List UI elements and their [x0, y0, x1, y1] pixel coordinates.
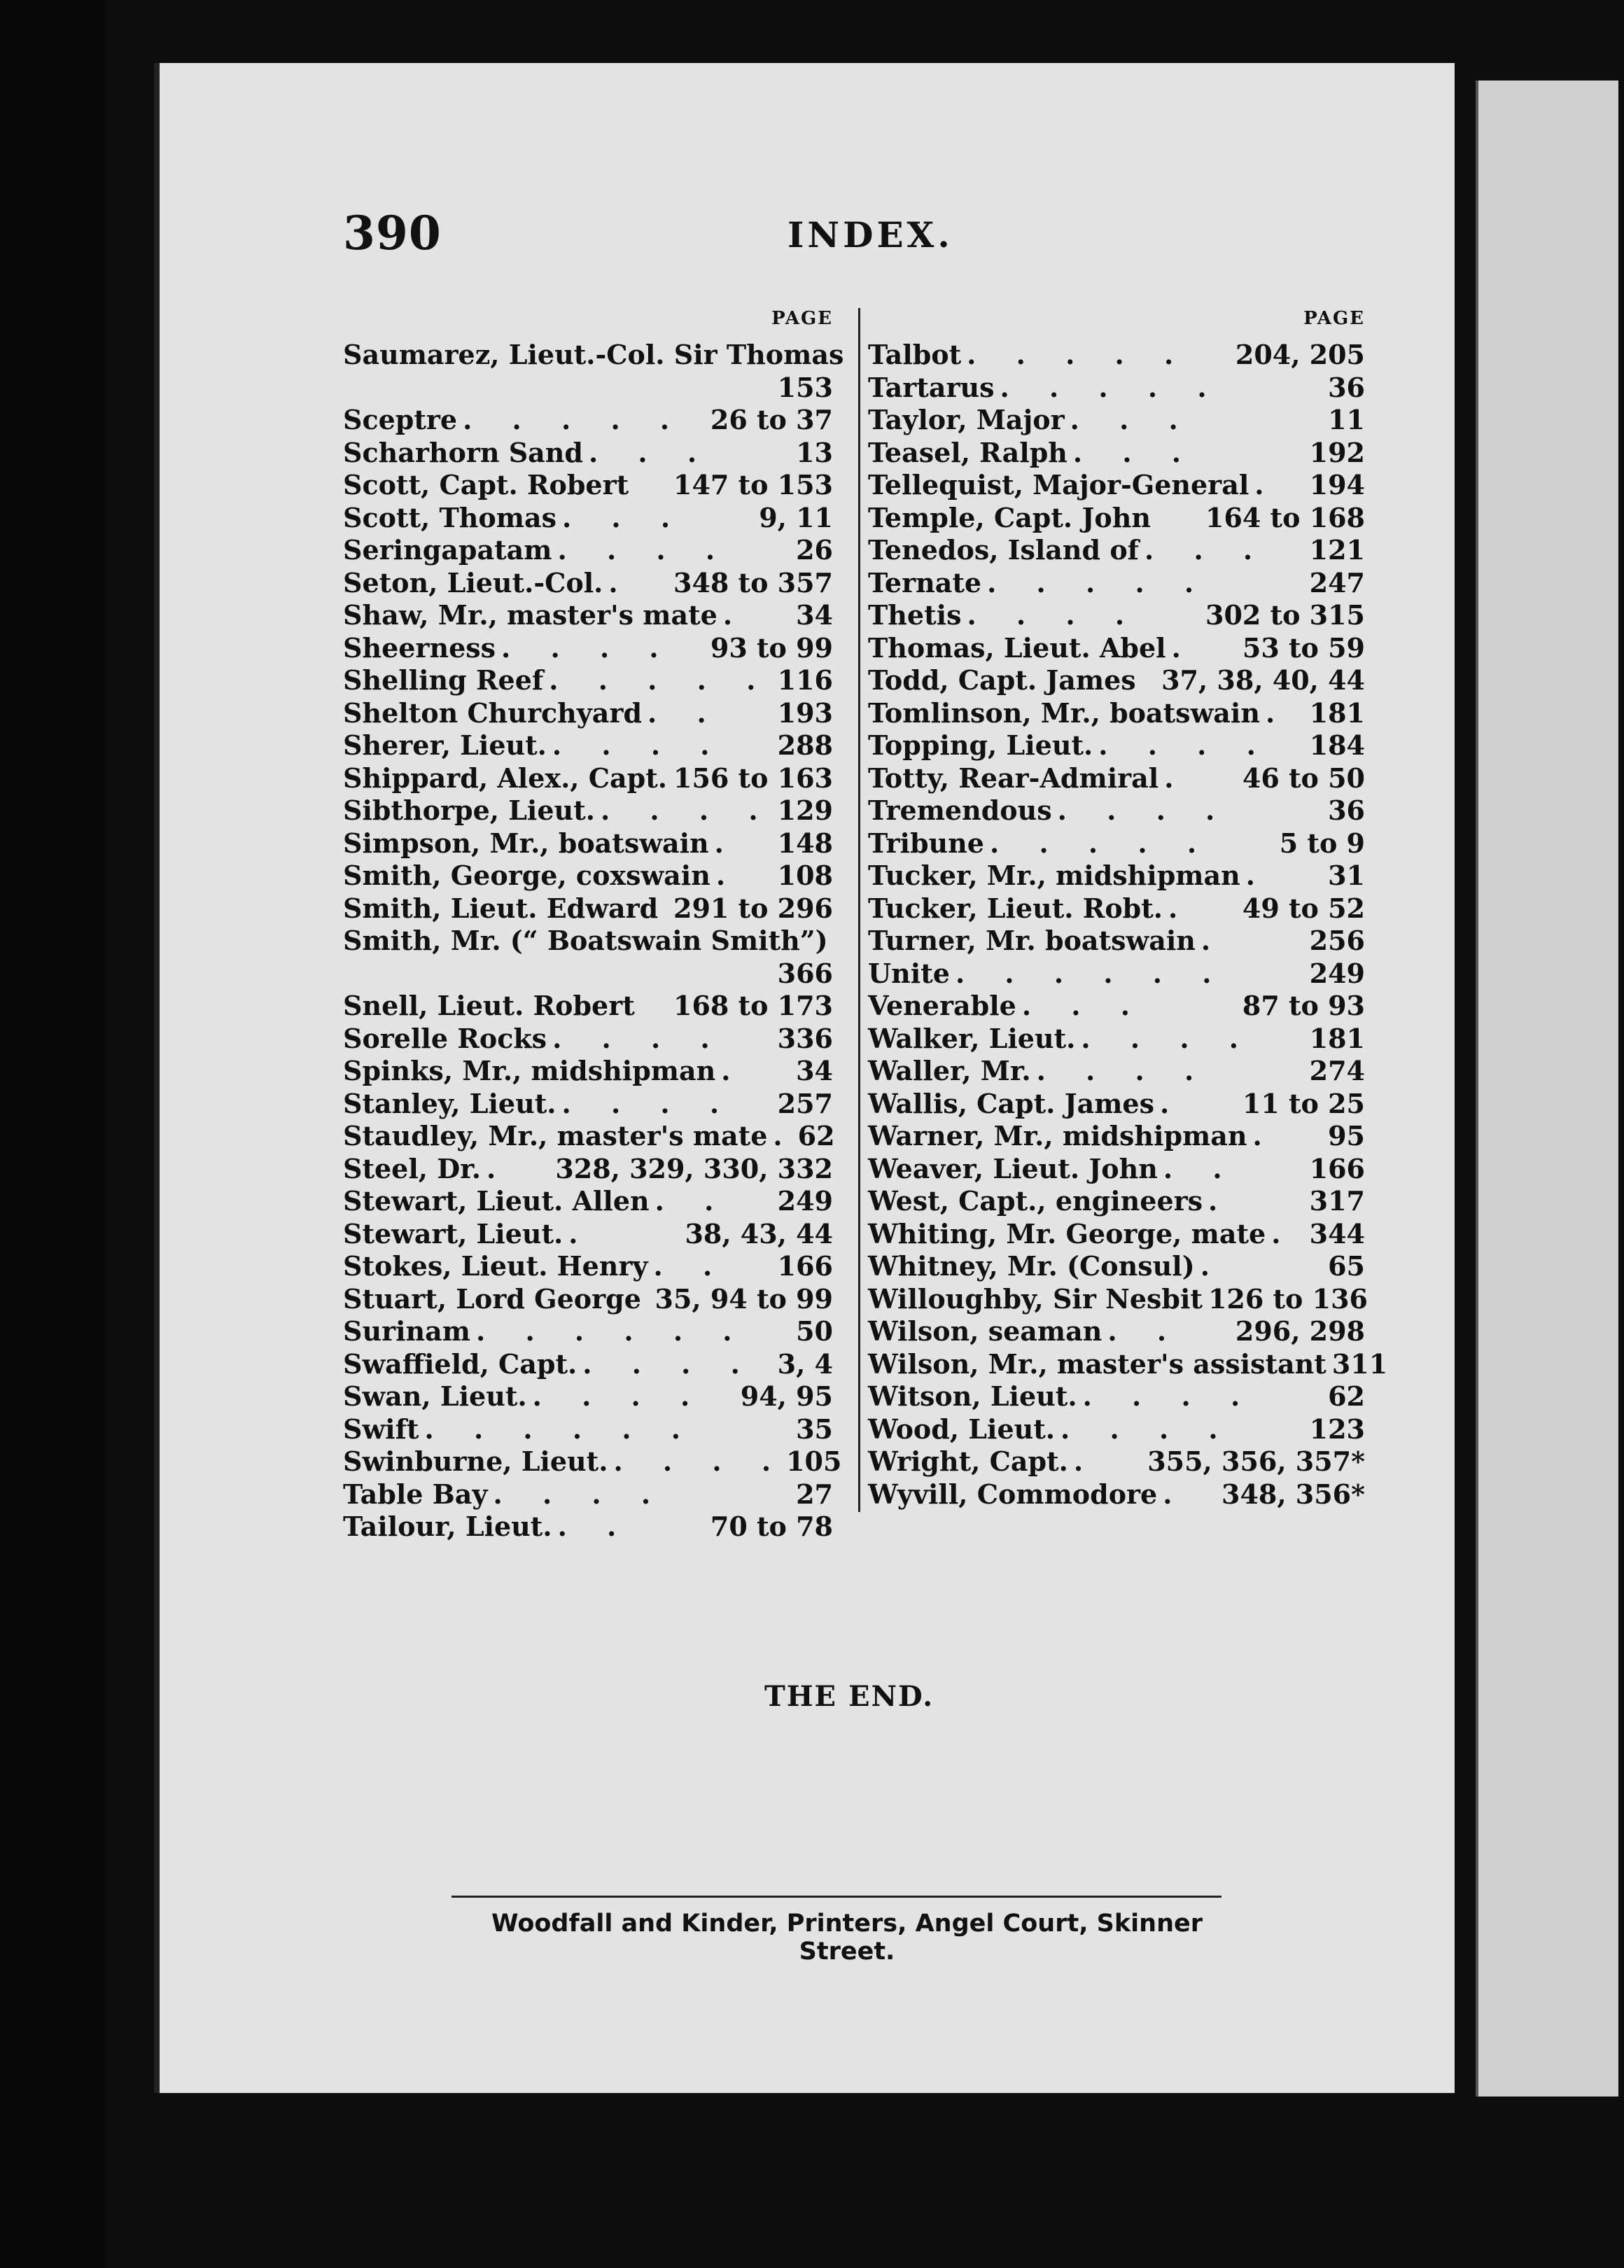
- entry-leader-dots: .: [1163, 1478, 1188, 1510]
- index-entry: [868, 1250, 1365, 1283]
- index-list-left: [343, 339, 844, 1544]
- index-entry: [868, 502, 1365, 535]
- entry-name: Table Bay: [343, 1478, 488, 1510]
- entry-page-ref: 46 to 50: [1242, 762, 1365, 794]
- entry-page-ref: 38, 43, 44: [685, 1217, 833, 1250]
- entry-name: Swinburne, Lieut.: [343, 1446, 608, 1477]
- index-entry: [343, 958, 833, 990]
- index-entry: [868, 892, 1365, 925]
- entry-name: Stokes, Lieut. Henry: [343, 1250, 648, 1282]
- footer-rule: [451, 1896, 1222, 1898]
- entry-page-ref: 50: [796, 1315, 833, 1347]
- index-entry: [868, 339, 1365, 372]
- index-entry: [343, 632, 833, 665]
- index-entry: [343, 1348, 833, 1381]
- entry-leader-dots: . . . .: [1036, 1055, 1210, 1086]
- entry-leader-dots: . . . .: [1082, 1380, 1256, 1412]
- index-entry: [868, 632, 1365, 665]
- entry-name: Venerable: [868, 990, 1016, 1021]
- entry-page-ref: 5 to 9: [1279, 827, 1365, 859]
- index-entry: [343, 534, 833, 567]
- entry-page-ref: 27: [796, 1478, 833, 1510]
- index-entry: [868, 827, 1365, 860]
- entry-leader-dots: .: [1265, 696, 1291, 729]
- entry-page-ref: 147 to 153: [673, 469, 833, 500]
- scan-border: [0, 0, 105, 2268]
- entry-leader-dots: . . .: [1144, 534, 1268, 566]
- entry-leader-dots: . . . .: [1057, 794, 1231, 826]
- entry-name: Swan, Lieut.: [343, 1380, 527, 1412]
- entry-name: Swaffield, Capt.: [343, 1348, 578, 1380]
- index-entry: [868, 697, 1365, 730]
- entry-leader-dots: . . . .: [613, 1446, 787, 1477]
- index-column-right: [868, 308, 1388, 1511]
- index-entry: [868, 1120, 1365, 1153]
- entry-name: Spinks, Mr., midshipman: [343, 1055, 716, 1086]
- index-entry: [343, 1153, 833, 1186]
- entry-name: Smith, Mr. (“ Boatswain Smith”): [343, 925, 828, 956]
- entry-page-ref: 344: [1309, 1217, 1365, 1250]
- running-title: INDEX.: [788, 214, 953, 255]
- entry-name: Sherer, Lieut.: [343, 729, 547, 761]
- entry-page-ref: 328, 329, 330, 332: [555, 1152, 833, 1184]
- entry-page-ref: 184: [1309, 729, 1365, 761]
- entry-leader-dots: .: [722, 599, 748, 631]
- index-entry: [343, 1250, 833, 1283]
- entry-page-ref: 291 to 296: [673, 892, 833, 924]
- the-end: THE END.: [764, 1680, 934, 1713]
- entry-page-ref: 49 to 52: [1242, 892, 1365, 924]
- entry-page-ref: 166: [1309, 1152, 1365, 1184]
- entry-leader-dots: .: [1254, 469, 1280, 500]
- entry-name: Sibthorpe, Lieut.: [343, 794, 595, 826]
- entry-page-ref: 35: [796, 1413, 833, 1445]
- index-entry: [868, 729, 1365, 762]
- entry-name: Swift: [343, 1413, 419, 1445]
- entry-name: Unite: [868, 957, 950, 989]
- entry-page-ref: 11 to 25: [1242, 1087, 1365, 1119]
- index-entry: [343, 1446, 842, 1478]
- entry-name: Staudley, Mr., master's mate: [343, 1120, 768, 1152]
- entry-page-ref: 129: [777, 794, 833, 826]
- entry-leader-dots: .: [714, 827, 739, 859]
- entry-name: Wyvill, Commodore: [868, 1478, 1158, 1510]
- index-entry: [343, 437, 833, 470]
- entry-name: Sceptre: [343, 404, 458, 435]
- entry-page-ref: 348, 356*: [1222, 1478, 1365, 1510]
- index-entry: [868, 1153, 1365, 1186]
- page-column-head: PAGE: [1303, 308, 1365, 329]
- entry-leader-dots: . . . . .: [989, 827, 1212, 859]
- index-entry: [343, 1283, 833, 1316]
- index-entry: [343, 1315, 833, 1348]
- entry-leader-dots: . . . . .: [987, 566, 1210, 598]
- entry-name: Whiting, Mr. George, mate: [868, 1217, 1266, 1250]
- entry-page-ref: 148: [777, 827, 833, 859]
- entry-page-ref: 181: [1309, 1022, 1365, 1054]
- entry-page-ref: 65: [1328, 1250, 1365, 1282]
- entry-name: Snell, Lieut. Robert: [343, 990, 635, 1021]
- entry-page-ref: 123: [1309, 1413, 1365, 1445]
- entry-leader-dots: . .: [1163, 1152, 1238, 1184]
- index-entry: [343, 339, 844, 372]
- entry-leader-dots: . . . . .: [1000, 371, 1222, 403]
- entry-page-ref: 108: [777, 860, 833, 891]
- entry-name: Tomlinson, Mr., boatswain: [868, 696, 1260, 729]
- entry-name: West, Capt., engineers: [868, 1185, 1203, 1217]
- entry-name: Wilson, seaman: [868, 1315, 1102, 1347]
- index-entry: [343, 990, 833, 1023]
- entry-name: Shaw, Mr., master's mate: [343, 599, 718, 631]
- index-entry: [868, 1478, 1365, 1511]
- entry-leader-dots: . . . .: [532, 1380, 706, 1412]
- entry-leader-dots: .: [1245, 860, 1270, 891]
- index-entry: [868, 1282, 1368, 1316]
- next-page-edge: [1476, 80, 1618, 2096]
- entry-leader-dots: .: [1159, 1087, 1185, 1119]
- entry-name: Tenedos, Island of: [868, 534, 1140, 566]
- entry-name: Scott, Capt. Robert: [343, 469, 629, 500]
- entry-name: Seton, Lieut.-Col.: [343, 566, 603, 598]
- entry-name: Smith, George, coxswain: [343, 860, 710, 891]
- page-column-head: PAGE: [771, 308, 833, 329]
- entry-page-ref: 9, 11: [759, 501, 833, 533]
- index-entry: [868, 1315, 1365, 1348]
- entry-name: Thomas, Lieut. Abel: [868, 631, 1166, 664]
- index-entry: [343, 1413, 833, 1446]
- entry-page-ref: 302 to 315: [1205, 599, 1365, 631]
- index-entry: [868, 794, 1365, 827]
- entry-name: Ternate: [868, 566, 982, 598]
- index-column-left: [343, 308, 844, 1544]
- index-entry: [343, 1218, 833, 1251]
- entry-page-ref: 70 to 78: [710, 1511, 833, 1542]
- entry-leader-dots: .: [1271, 1217, 1296, 1250]
- entry-page-ref: 34: [796, 1055, 833, 1086]
- entry-leader-dots: .: [773, 1120, 798, 1152]
- entry-name: Wilson, Mr., master's assistant: [868, 1348, 1326, 1380]
- entry-leader-dots: .: [1200, 925, 1226, 956]
- entry-name: Tartarus: [868, 371, 995, 403]
- entry-name: Temple, Capt. John: [868, 501, 1151, 533]
- index-entry: [868, 1055, 1365, 1088]
- index-entry: [868, 1185, 1365, 1218]
- entry-page-ref: 348 to 357: [673, 566, 833, 598]
- index-entry: [343, 827, 833, 860]
- entry-page-ref: 13: [796, 436, 833, 468]
- index-entry: [343, 762, 833, 795]
- entry-name: Sorelle Rocks: [343, 1022, 547, 1054]
- entry-leader-dots: . . . .: [501, 631, 674, 664]
- index-entry: [868, 599, 1365, 632]
- index-entry: [343, 567, 833, 600]
- index-entry: [343, 794, 833, 827]
- entry-name: Stuart, Lord George: [343, 1282, 641, 1315]
- entry-leader-dots: . . . . . .: [955, 957, 1227, 989]
- entry-name: Stanley, Lieut.: [343, 1087, 556, 1119]
- index-entry: [343, 664, 833, 697]
- entry-name: Witson, Lieut.: [868, 1380, 1077, 1412]
- entry-page-ref: 62: [797, 1120, 835, 1152]
- index-list-right: [868, 339, 1388, 1511]
- entry-leader-dots: . . . . .: [967, 339, 1189, 370]
- entry-leader-dots: .: [1073, 1446, 1099, 1477]
- entry-page-ref: 249: [777, 1185, 833, 1217]
- entry-leader-dots: . . . .: [1081, 1022, 1254, 1054]
- entry-page-ref: 26 to 37: [710, 404, 833, 435]
- entry-leader-dots: .: [715, 860, 741, 891]
- entry-page-ref: 192: [1309, 436, 1365, 468]
- entry-page-ref: 247: [1309, 566, 1365, 598]
- entry-leader-dots: . . .: [561, 501, 686, 533]
- entry-page-ref: 355, 356, 357*: [1147, 1446, 1365, 1477]
- entry-leader-dots: . . . .: [557, 534, 731, 566]
- index-entry: [868, 762, 1365, 795]
- index-entry: [868, 1380, 1365, 1413]
- entry-name: Shelling Reef: [343, 664, 544, 696]
- entry-name: Wright, Capt.: [868, 1446, 1068, 1477]
- index-entry: [343, 892, 833, 925]
- entry-leader-dots: . . . .: [1060, 1413, 1233, 1445]
- entry-name: Shippard, Alex., Capt.: [343, 762, 667, 794]
- entry-name: Teasel, Ralph: [868, 436, 1068, 468]
- entry-leader-dots: .: [1168, 892, 1194, 924]
- entry-page-ref: 296, 298: [1235, 1315, 1365, 1347]
- entry-leader-dots: . . . .: [552, 729, 725, 761]
- entry-name: Todd, Capt. James: [868, 664, 1136, 696]
- entry-page-ref: 336: [777, 1022, 833, 1054]
- entry-name: Totty, Rear-Admiral: [868, 762, 1159, 794]
- entry-page-ref: 36: [1328, 794, 1365, 826]
- entry-name: Taylor, Major: [868, 404, 1065, 435]
- entry-page-ref: 166: [777, 1250, 833, 1282]
- entry-leader-dots: . . . . .: [463, 404, 685, 435]
- index-entry: [868, 1348, 1388, 1381]
- entry-page-ref: 87 to 93: [1242, 990, 1365, 1021]
- entry-name: Tailour, Lieut.: [343, 1511, 552, 1542]
- entry-name: Tremendous: [868, 794, 1052, 826]
- entry-page-ref: 204, 205: [1235, 339, 1365, 370]
- entry-name: Scott, Thomas: [343, 501, 556, 533]
- index-entry: [343, 860, 833, 892]
- entry-page-ref: 249: [1309, 957, 1365, 989]
- index-entry: [343, 1088, 833, 1121]
- entry-leader-dots: . . .: [588, 436, 713, 468]
- entry-page-ref: 153: [777, 371, 833, 403]
- index-entry: [343, 1055, 833, 1088]
- page-number: 390: [343, 206, 442, 260]
- entry-leader-dots: . . . .: [600, 794, 774, 826]
- entry-leader-dots: . . .: [1070, 404, 1194, 435]
- entry-name: Stewart, Lieut.: [343, 1217, 564, 1250]
- entry-name: Seringapatam: [343, 534, 552, 566]
- entry-name: Stewart, Lieut. Allen: [343, 1185, 650, 1217]
- index-entry: [343, 1380, 833, 1413]
- entry-leader-dots: . .: [648, 696, 722, 729]
- entry-leader-dots: .: [1164, 762, 1189, 794]
- entry-page-ref: 274: [1309, 1055, 1365, 1086]
- entry-page-ref: 95: [1328, 1120, 1365, 1152]
- entry-name: Talbot: [868, 339, 962, 370]
- entry-page-ref: 62: [1328, 1380, 1365, 1412]
- entry-leader-dots: . . . .: [582, 1348, 755, 1380]
- entry-leader-dots: .: [1252, 1120, 1278, 1152]
- entry-leader-dots: .: [568, 1217, 594, 1250]
- entry-leader-dots: . .: [653, 1250, 728, 1282]
- entry-name: Wood, Lieut.: [868, 1413, 1056, 1445]
- index-entry: [343, 599, 833, 632]
- printer-imprint: Woodfall and Kinder, Printers, Angel Court, Skinner Street.: [491, 1910, 1203, 1966]
- entry-leader-dots: .: [486, 1152, 512, 1184]
- entry-name: Scharhorn Sand: [343, 436, 583, 468]
- entry-page-ref: 36: [1328, 371, 1365, 403]
- index-entry: [343, 1185, 833, 1218]
- index-entry: [343, 1511, 833, 1544]
- entry-page-ref: 366: [777, 957, 833, 989]
- entry-leader-dots: . . . . .: [549, 664, 771, 696]
- index-entry: [868, 469, 1365, 502]
- entry-leader-dots: .: [721, 1055, 746, 1086]
- entry-leader-dots: . .: [1107, 1315, 1182, 1347]
- entry-page-ref: 116: [777, 664, 833, 696]
- index-entry: [343, 729, 833, 762]
- index-entry: [868, 1023, 1365, 1056]
- entry-name: Sheerness: [343, 631, 496, 664]
- entry-name: Tellequist, Major-General: [868, 469, 1250, 500]
- entry-page-ref: 121: [1309, 534, 1365, 566]
- entry-name: Tucker, Lieut. Robt.: [868, 892, 1163, 924]
- entry-name: Simpson, Mr., boatswain: [343, 827, 709, 859]
- entry-leader-dots: . . .: [1021, 990, 1145, 1021]
- entry-name: Topping, Lieut.: [868, 729, 1093, 761]
- entry-page-ref: 194: [1309, 469, 1365, 500]
- index-entry: [343, 697, 833, 730]
- entry-page-ref: 3, 4: [777, 1348, 833, 1380]
- entry-name: Whitney, Mr. (Consul): [868, 1250, 1195, 1282]
- entry-page-ref: 311: [1331, 1348, 1388, 1380]
- entry-name: Walker, Lieut.: [868, 1022, 1076, 1054]
- entry-name: Tucker, Mr., midshipman: [868, 860, 1240, 891]
- index-entry: [343, 1120, 833, 1153]
- index-entry: [868, 664, 1365, 697]
- index-entry: [343, 372, 833, 405]
- index-entry: [343, 925, 833, 958]
- index-entry: [868, 1413, 1365, 1446]
- index-entry: [343, 1478, 833, 1511]
- index-entry: [868, 1088, 1365, 1121]
- entry-page-ref: 93 to 99: [710, 631, 833, 664]
- entry-page-ref: 37, 38, 40, 44: [1161, 664, 1365, 696]
- entry-leader-dots: .: [1208, 1185, 1233, 1217]
- entry-name: Wallis, Capt. James: [868, 1087, 1154, 1119]
- entry-name: Shelton Churchyard: [343, 696, 643, 729]
- entry-leader-dots: .: [1171, 631, 1196, 664]
- entry-name: Smith, Lieut. Edward: [343, 892, 659, 924]
- index-entry: [868, 1446, 1365, 1478]
- entry-page-ref: 193: [777, 696, 833, 729]
- entry-page-ref: 26: [796, 534, 833, 566]
- index-entry: [868, 925, 1365, 958]
- entry-name: Waller, Mr.: [868, 1055, 1031, 1086]
- entry-page-ref: 164 to 168: [1205, 501, 1365, 533]
- entry-leader-dots: . . . .: [561, 1087, 735, 1119]
- index-entry: [343, 1023, 833, 1056]
- entry-page-ref: 126 to 136: [1208, 1282, 1368, 1315]
- entry-leader-dots: . . . .: [1098, 729, 1271, 761]
- entry-leader-dots: . . . . . .: [424, 1413, 696, 1445]
- index-entry: [343, 502, 833, 535]
- entry-page-ref: 53 to 59: [1242, 631, 1365, 664]
- index-entry: [868, 372, 1365, 405]
- index-entry: [343, 469, 833, 502]
- index-entry: [868, 958, 1365, 990]
- entry-leader-dots: . .: [654, 1185, 729, 1217]
- entry-page-ref: 156 to 163: [673, 762, 833, 794]
- index-entry: [868, 990, 1365, 1023]
- entry-name: Tribune: [868, 827, 984, 859]
- entry-page-ref: 34: [796, 599, 833, 631]
- entry-page-ref: 31: [1328, 860, 1365, 891]
- entry-leader-dots: .: [608, 566, 634, 598]
- entry-page-ref: 35, 94 to 99: [654, 1282, 833, 1315]
- entry-name: Turner, Mr. boatswain: [868, 925, 1196, 956]
- entry-page-ref: 181: [1309, 696, 1365, 729]
- entry-leader-dots: . .: [557, 1511, 632, 1542]
- entry-name: Thetis: [868, 599, 962, 631]
- index-entry: [868, 860, 1365, 892]
- entry-page-ref: 256: [1309, 925, 1365, 956]
- entry-page-ref: 257: [777, 1087, 833, 1119]
- column-divider: [858, 308, 860, 1512]
- entry-leader-dots: . . . .: [967, 599, 1140, 631]
- entry-leader-dots: . . . .: [552, 1022, 725, 1054]
- index-entry: [868, 534, 1365, 567]
- entry-leader-dots: .: [1200, 1250, 1225, 1282]
- entry-page-ref: 288: [777, 729, 833, 761]
- entry-name: Warner, Mr., midshipman: [868, 1120, 1247, 1152]
- entry-page-ref: 11: [1328, 404, 1365, 435]
- entry-name: Surinam: [343, 1315, 470, 1347]
- entry-name: Willoughby, Sir Nesbit: [868, 1282, 1203, 1315]
- index-entry: [868, 437, 1365, 470]
- index-entry: [868, 567, 1365, 600]
- entry-leader-dots: . . .: [1072, 436, 1197, 468]
- index-entry: [868, 404, 1365, 437]
- entry-name: Weaver, Lieut. John: [868, 1152, 1158, 1184]
- entry-page-ref: 105: [786, 1446, 842, 1477]
- index-entry: [868, 1218, 1365, 1251]
- entry-leader-dots: . . . . . .: [475, 1315, 748, 1347]
- entry-page-ref: 94, 95: [740, 1380, 833, 1412]
- entry-page-ref: 317: [1309, 1185, 1365, 1217]
- entry-name: Saumarez, Lieut.-Col. Sir Thomas: [343, 339, 844, 370]
- index-entry: [343, 404, 833, 437]
- entry-leader-dots: . . . .: [493, 1478, 666, 1510]
- entry-name: Steel, Dr.: [343, 1152, 481, 1184]
- entry-page-ref: 168 to 173: [673, 990, 833, 1021]
